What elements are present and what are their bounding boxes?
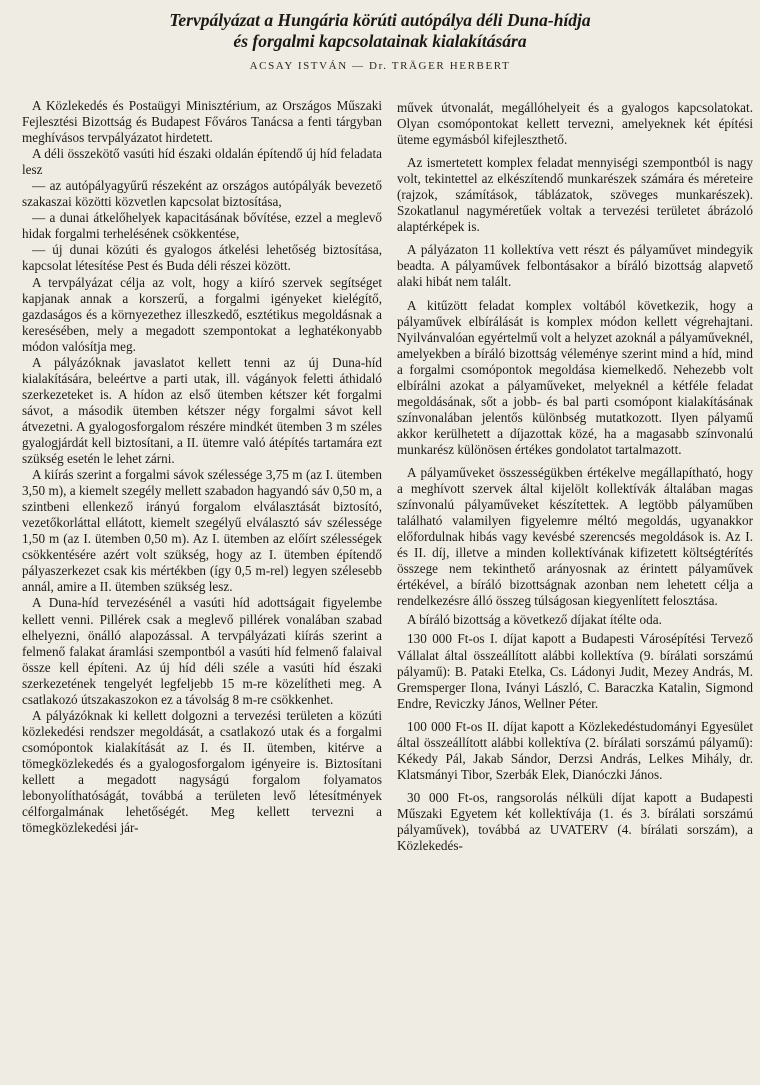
paragraph: A pályázóknak ki kellett dolgozni a tervezési területen a közúti közlekedési rendszer megoldását, a csatlakozó utak és a forgalmi csomópontok kialakítását az I. és II. ütemben, kitérve a tömegközlekedés és a gyalogosforgalom igényeire is. Biztosítani kellett a megadott nagyságú forgalom folyamatos lebonyolíthatóságát, továbbá a területen levő létesítmények célforgalmának lehetőségét. Meg kellett tervezni a tömegközlekedési jár- xyxy=(22,707,382,836)
left-column xyxy=(22,98,382,836)
paragraph: művek útvonalát, megállóhelyeit és a gyalogos kapcsolatokat. Olyan csomópontokat kellett tervezni, amelyeknek két építési üteme egymásból kifejleszthető. xyxy=(397,100,753,148)
paragraph: A bíráló bizottság a következő díjakat ítélte oda. xyxy=(407,612,662,628)
paragraph: — az autópályagyűrű részeként az országos autópályák bevezető szakaszai közötti közvetlen kapcsolat biztosítása, xyxy=(22,178,382,210)
paragraph: A kitűzött feladat komplex voltából következik, hogy a pályaművek elbírálását is komplex módon kellett végrehajtani. Nyilvánvalóan egyértelmű volt a helyzet azoknál a pályaműveknél, amelyekben a bíráló bizottság véleménye szerint mind a híd, mind a forgalmi csomópontok megoldása kiemelkedő. Nehezebb volt elbírálni azokat a pályaműveket, melyeknél a kétféle feladat megoldásának, sőt a jobb- és bal parti csomópont kialakításának színvonalában jelentős különbség mutatkozott. Ilyen pályamű akkor kerülhetett a díjazottak közé, ha a magasabb színvonalú munkarész különösen értékes gondolatot tartalmazott. xyxy=(397,297,753,457)
paragraph: A pályázaton 11 kollektíva vett részt és pályaművet mindegyik beadta. A pályaművek felbontásakor a bíráló bizottság alapvető alaki hibát nem talált. xyxy=(397,242,753,290)
article-title xyxy=(0,10,760,52)
article-authors: ACSAY ISTVÁN — Dr. TRÄGER HERBERT xyxy=(249,60,511,72)
paragraph: A pályázóknak javaslatot kellett tenni az új Duna-híd kialakítására, beleértve a parti utak, ill. vágányok feletti áthidaló szerkezeteket is. A hídon az első ütemben kétszer két forgalmi sávot, a második ütemben kétszer négy forgalmi sávot kell átvezetni. A gyalogosforgalom részére mindkét ütemben 3 m széles gyalogjárdát kell biztosítani, a II. ütemre való átépítés tartamára ezt szükség esetén le lehet zárni. xyxy=(22,354,382,467)
paragraph: A déli összekötő vasúti híd északi oldalán építendő új híd feladata lesz xyxy=(22,146,382,178)
title-line-1: Tervpályázat a Hungária körúti autópálya déli Duna-hídja xyxy=(169,10,591,30)
paragraph: A pályaműveket összességükben értékelve megállapítható, hogy a meghívott szervek által kijelölt kollektívák általában magas színvonalú pályaműveket készítettek. A legtöbb pályaműben található valamilyen figyelemre méltó megoldás, ugyanakkor előfordulnak hibás vagy kevésbé szerencsés megoldások is. Az I. és II. díj, illetve a minden kollektívának kifizetett költségtérítés összege nem tekinthető arányosnak az érintett pályaművek értékével, a bíráló bizottságnak azonban nem lehetett célja a rendelkezésre álló összeg túlságosan kiegyenlített felosztása. xyxy=(397,464,753,609)
title-line-2: és forgalmi kapcsolatainak kialakítására xyxy=(233,31,527,51)
paragraph: — új dunai közúti és gyalogos átkelési lehetőség biztosítása, kapcsolat létesítése Pest és Buda déli részei között. xyxy=(22,242,382,274)
paragraph: A tervpályázat célja az volt, hogy a kiíró szervek segítséget kapjanak annak a korszerű, a forgalmi igényeket kielégítő, gazdaságos és a környezethez illeszkedő, esztétikus megoldásnak a keresésében, mely a megadott szempontokat a leghatékonyabb módon valósítja meg. xyxy=(22,274,382,354)
paragraph: Az ismertetett komplex feladat mennyiségi szempontból is nagy volt, tekintettel az elkészítendő munkarészek számára és méreteire (rajzok, számítások, táblázatok, szöveges munkarészek). Szokatlanul nagyméretűek voltak a tervezési területet ábrázoló alaptérképek is. xyxy=(397,155,753,235)
paragraph: A kiírás szerint a forgalmi sávok szélessége 3,75 m (az I. ütemben 3,50 m), a kiemelt szegély mellett szabadon hagyandó sáv 0,50 m, a szintbeni ellenkező irányú forgalom elválasztását biztosító, vezetőkorláttal ellátott, kiemelt szegélyű elválasztó sáv szélessége 1,50 m (az I. ütemben 0,50 m). Az I. ütemben az előírt szélességek csökkentésére azért volt szükség, hogy az I. ütemben építendő pályaszerkezet csak kis mértékben (így 0,5 m-rel) legyen szélesebb annál, amire a II. ütemben szükség lesz. xyxy=(22,467,382,595)
right-column xyxy=(397,100,753,854)
paragraph: A Duna-híd tervezésénél a vasúti híd adottságait figyelembe kellett venni. Pillérek csak a meglevő pillérek vonalában szabad elhelyezni, önálló alapozással. A tervpályázati kiírás szerint a felmenő falakat áramlási szempontból a vasúti híd felmenő falaival össze kell építeni. Az új híd déli széle a vasúti híd északi szerkezetének tengelyét legfeljebb 15 m-re közelítheti meg. A csatlakozó útszakaszokon ez a távolság 8 m-re csökkenhet. xyxy=(22,595,382,707)
paragraph: 100 000 Ft-os II. díjat kapott a Közlekedéstudományi Egyesület által összeállított alábbi kollektíva (2. bírálati sorszámú pályamű): Kékedy Pál, Jakab Sándor, Derzsi András, Lelkes Mihály, dr. Klatsmányi Tibor, Szerbák Elek, Dianóczki János. xyxy=(397,718,753,782)
paragraph: A Közlekedés és Postaügyi Minisztérium, az Országos Műszaki Fejlesztési Bizottság és Budapest Főváros Tanácsa a fenti tárgyban meghívásos tervpályázatot hirdetett. xyxy=(22,98,382,146)
paragraph: — a dunai átkelőhelyek kapacitásának bővítése, ezzel a meglevő hidak forgalmi terhelésének csökkentése, xyxy=(22,210,382,242)
paragraph: 130 000 Ft-os I. díjat kapott a Budapesti Városépítési Tervező Vállalat által összeállított alábbi kollektíva (9. bírálati sorszámú pályamű): B. Pataki Etelka, Cs. Ládonyi Judit, Mezey András, M. Gremsperger Ilona, Iványi László, C. Baraczka Katalin, Sigmond Endre, Reviczky János, Wellner Péter. xyxy=(397,631,753,711)
paragraph: 30 000 Ft-os, rangsorolás nélküli díjat kapott a Budapesti Műszaki Egyetem két kollektívája (1. és 3. bírálati sorszámú pályaművek), továbbá az UVATERV (4. bírálati sorszám), a Közlekedés- xyxy=(397,789,753,854)
